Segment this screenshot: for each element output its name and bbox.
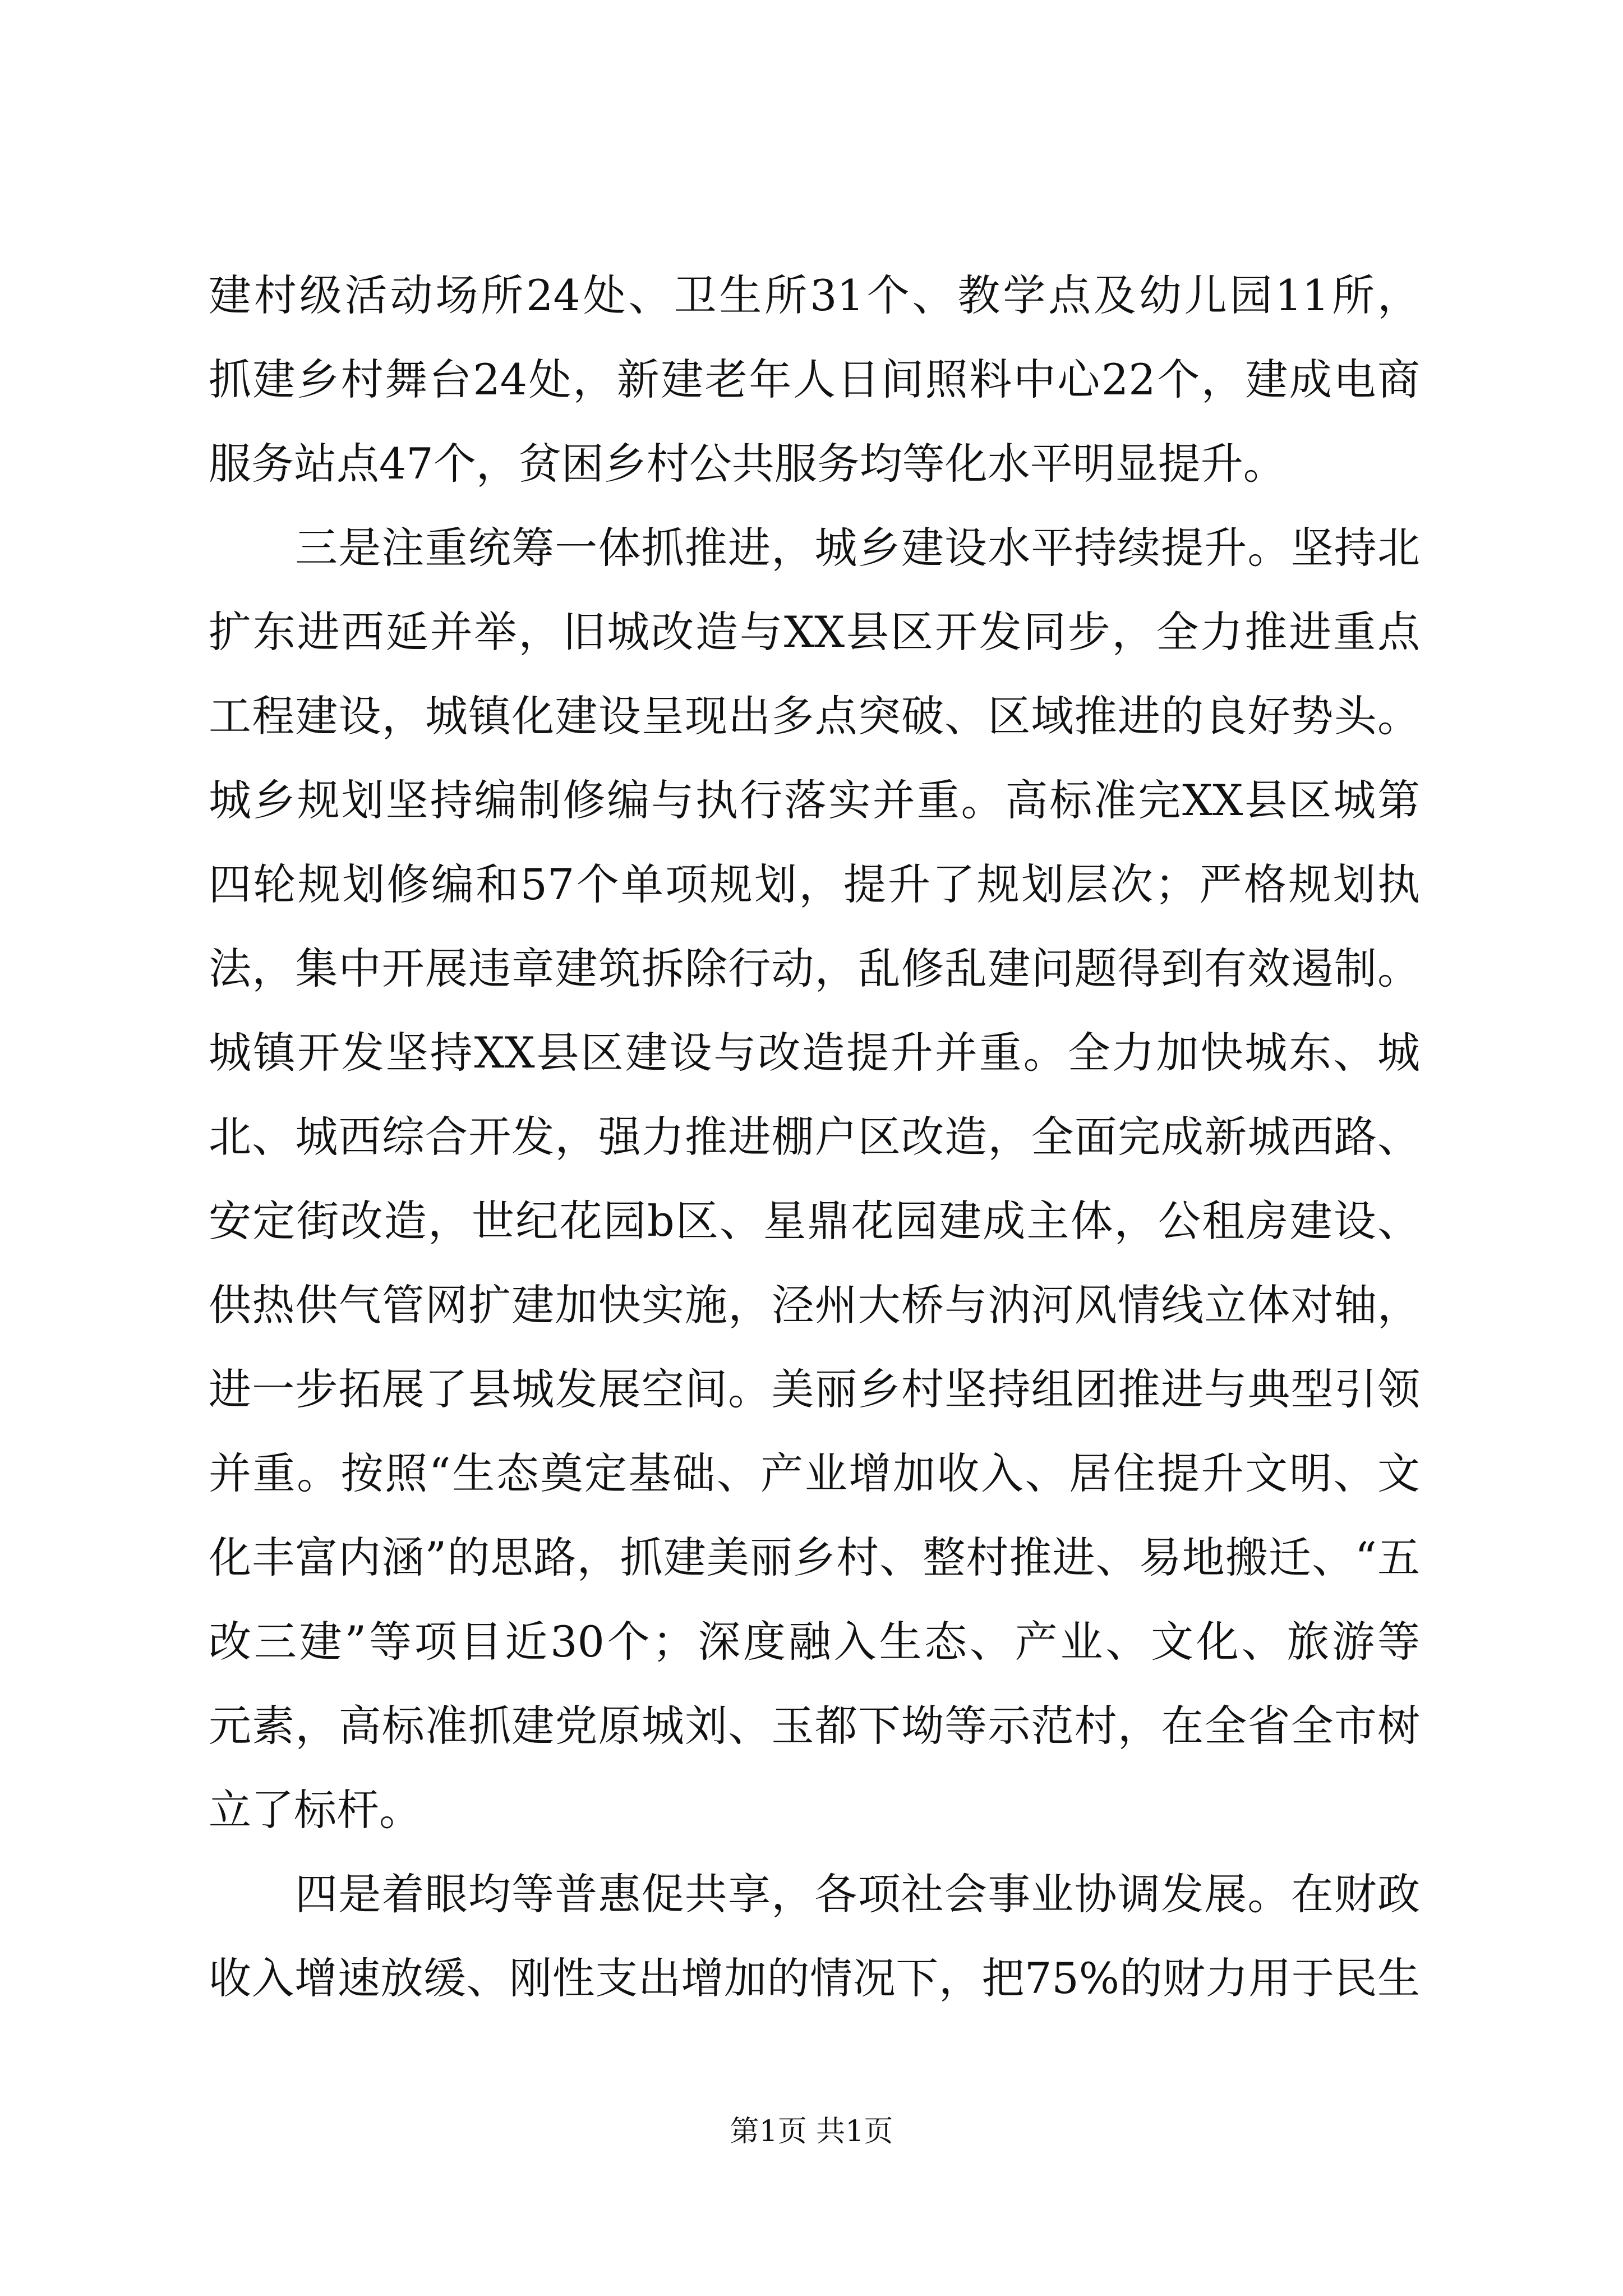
- text-line: 并重。按照“生态奠定基础、产业增加收入、居住提升文明、文: [209, 1448, 1420, 1498]
- text-line: 工程建设，城镇化建设呈现出多点突破、区域推进的良好势头。: [209, 691, 1420, 741]
- text-line: 建村级活动场所24处、卫生所31个、教学点及幼儿园11所，: [209, 270, 1420, 320]
- text-line: 收入增速放缓、刚性支出增加的情况下，把75%的财力用于民生: [209, 1953, 1420, 2003]
- text-line: 进一步拓展了县城发展空间。美丽乡村坚持组团推进与典型引领: [209, 1364, 1420, 1414]
- text-line: 扩东进西延并举，旧城改造与XX县区开发同步，全力推进重点: [209, 607, 1420, 657]
- text-line: 抓建乡村舞台24处，新建老年人日间照料中心22个，建成电商: [209, 355, 1420, 404]
- text-line: 立了标杆。: [209, 1785, 422, 1835]
- text-line: 供热供气管网扩建加快实施，泾州大桥与汭河风情线立体对轴，: [209, 1280, 1420, 1330]
- text-line: 元素，高标准抓建党原城刘、玉都下坳等示范村，在全省全市树: [209, 1701, 1420, 1751]
- text-line: 安定街改造，世纪花园b区、星鼎花园建成主体，公租房建设、: [209, 1196, 1420, 1246]
- text-line: 城乡规划坚持编制修编与执行落实并重。高标准完XX县区城第: [209, 775, 1420, 825]
- text-line: 北、城西综合开发，强力推进棚户区改造，全面完成新城西路、: [209, 1112, 1420, 1162]
- text-line: 服务站点47个，贫困乡村公共服务均等化水平明显提升。: [209, 439, 1286, 489]
- text-line: 改三建”等项目近30个；深度融入生态、产业、文化、旅游等: [209, 1617, 1420, 1667]
- text-line: 三是注重统筹一体抓推进，城乡建设水平持续提升。坚持北: [295, 523, 1420, 573]
- text-line: 城镇开发坚持XX县区建设与改造提升并重。全力加快城东、城: [209, 1028, 1420, 1078]
- text-line: 四是着眼均等普惠促共享，各项社会事业协调发展。在财政: [295, 1869, 1420, 1919]
- body-text: [209, 254, 1420, 2021]
- text-line: 四轮规划修编和57个单项规划，提升了规划层次；严格规划执: [209, 859, 1420, 909]
- text-line: 化丰富内涵”的思路，抓建美丽乡村、整村推进、易地搬迁、“五: [209, 1533, 1420, 1582]
- page-footer: 第1页 共1页: [730, 2115, 893, 2148]
- text-line: 法，集中开展违章建筑拆除行动，乱修乱建问题得到有效遏制。: [209, 944, 1420, 993]
